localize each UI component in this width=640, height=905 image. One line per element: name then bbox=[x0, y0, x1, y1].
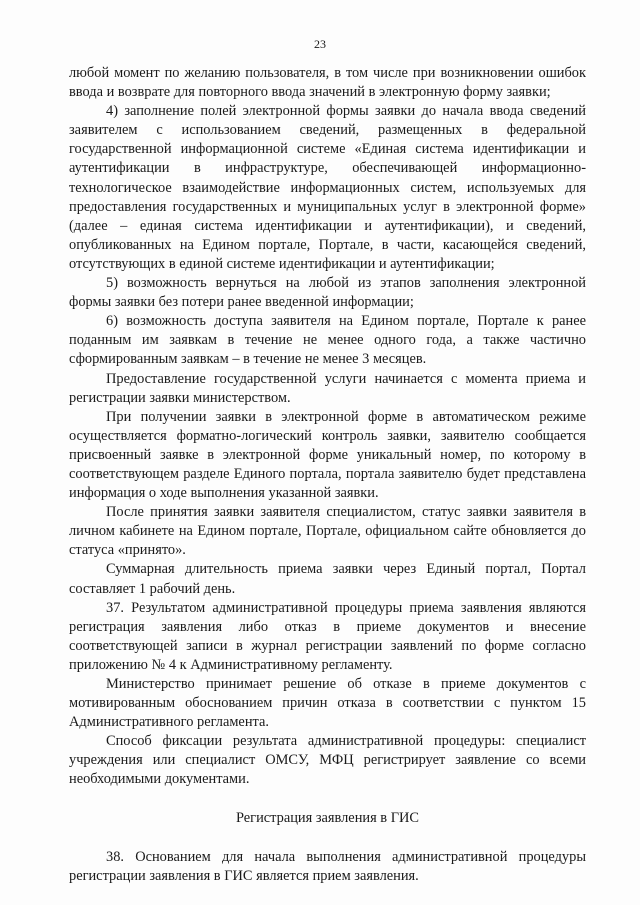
paragraph-service-start: Предоставление государственной услуги начинается с момента приема и регистрации заявки министерством. bbox=[69, 370, 586, 406]
section-heading: Регистрация заявления в ГИС bbox=[235, 809, 420, 826]
paragraph-fixation: Способ фиксации результата административной процедуры: специалист учреждения или специалист ОМСУ, МФЦ регистрирует заявление со всеми необходимыми документами. bbox=[69, 733, 586, 788]
paragraph-item-4: 4) заполнение полей электронной формы заявки до начала ввода сведений заявителем с использованием сведений, размещенных в федеральной государственной информационной системе «Единая система идентификации и аутентификации в инфраструктуре, обеспечивающей информационно-технологическое взаимодействие информационных систем, используемых для предоставления государственных и муниципальных услуг в электронной форме» (далее – единая система идентификации и аутентификации), и сведений, опубликованных на Едином портале, Портале, в части, касающейся сведений, отсутствующих в единой системе идентификации и аутентификации; bbox=[69, 103, 586, 272]
document-body bbox=[69, 64, 586, 886]
paragraph-item-6: 6) возможность доступа заявителя на Едином портале, Портале к ранее поданным им заявкам в течение не менее одного года, а также частично сформированным заявкам – в течение не менее 3 месяцев. bbox=[69, 313, 586, 368]
paragraph-auto-control: При получении заявки в электронной форме в автоматическом режиме осуществляется форматно-логический контроль заявки, заявителю сообщается присвоенный заявке в электронной форме уникальный номер, по которому в соответствующем разделе Единого портала, портала заявителю будет представлена информация о ходе выполнения указанной заявки. bbox=[69, 408, 586, 502]
page-number: 23 bbox=[314, 37, 326, 51]
paragraph-refusal: Министерство принимает решение об отказе в приеме документов с мотивированным обоснованием причин отказа в соответствии с пунктом 15 Административного регламента. bbox=[69, 676, 586, 731]
paragraph-item-38: 38. Основанием для начала выполнения административной процедуры регистрации заявления в ГИС является прием заявления. bbox=[69, 848, 586, 884]
paragraph-duration: Суммарная длительность приема заявки через Единый портал, Портал составляет 1 рабочий день. bbox=[69, 561, 586, 597]
paragraph-status-update: После принятия заявки заявителя специалистом, статус заявки заявителя в личном кабинете на Едином портале, Портале, официальном сайте обновляется до статуса «принято». bbox=[69, 504, 586, 559]
paragraph-continuation: любой момент по желанию пользователя, в том числе при возникновении ошибок ввода и возврате для повторного ввода значений в электронную форму заявки; bbox=[69, 65, 586, 101]
paragraph-item-5: 5) возможность вернуться на любой из этапов заполнения электронной формы заявки без потери ранее введенной информации; bbox=[69, 275, 586, 311]
paragraph-item-37: 37. Результатом административной процедуры приема заявления являются регистрация заявления либо отказ в приеме документов и внесение соответствующей записи в журнал регистрации заявлений по форме согласно приложению № 4 к Административному регламенту. bbox=[69, 599, 586, 673]
